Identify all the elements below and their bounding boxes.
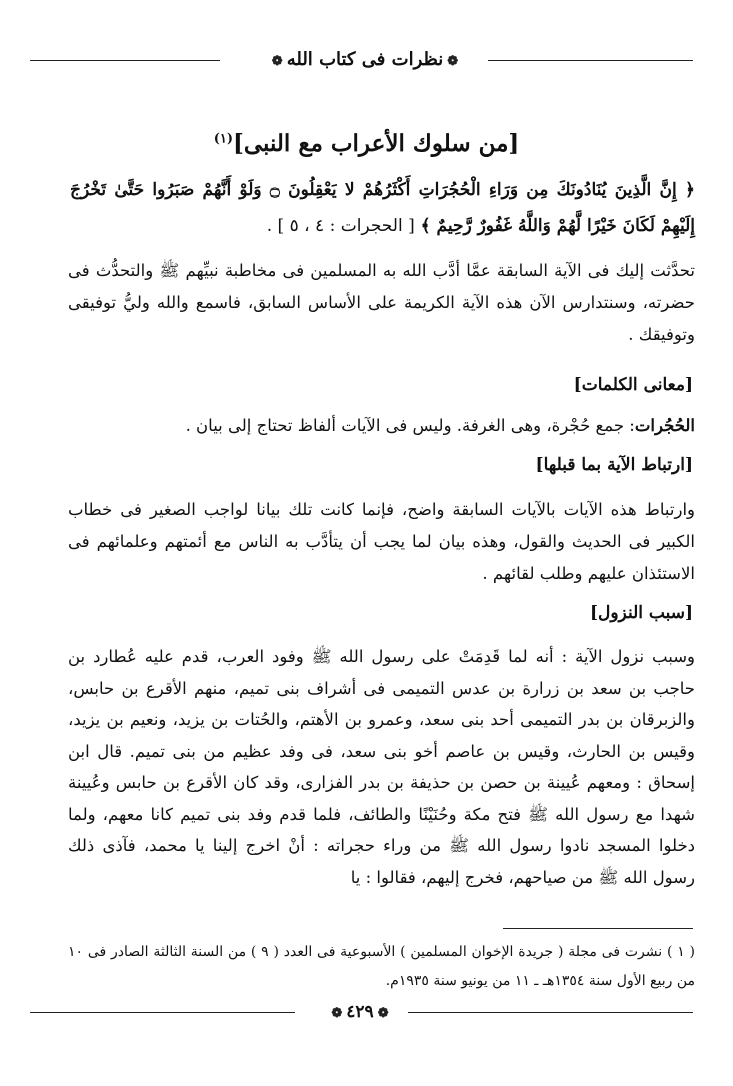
header-ornament-left-icon: ❁ [271,54,283,69]
meanings-term: الحُجُرات [634,416,695,435]
footer-ornament-left-icon: ❁ [331,1006,343,1021]
meanings-definition: : جمع حُجْرة، وهى الغرفة. وليس فى الآيات ألفاظ تحتاج إلى بيان . [185,416,635,435]
meanings-heading: [معانى الكلمات] [573,375,693,395]
running-header [30,48,693,72]
link-paragraph: وارتباط هذه الآيات بالآيات السابقة واضح، فإنما كانت تلك بيانا لواجب الصغير فى خطاب الكبير فى الحديث والقول، وهذه بيان لما يجب أن يتأدَّب به الناس مع أئمتهم وعلمائهم فى الاستئذان عليهم وطلب لقائهم . [68,500,695,583]
intro-paragraph: تحدَّثت إليك فى الآية السابقة عمَّا أدَّب الله به المسلمين فى مخاطبة نبيِّهم ﷺ والتحدُّث فى حضرته، وسنتدارس الآن هذه الآية الكريمة على الأساس السابق، فاسمع والله وليُّ توفيقى وتوفيقك . [68,261,695,344]
verse-text: ﴿ إِنَّ الَّذِينَ يُنَادُونَكَ مِن وَرَاءِ الْحُجُرَاتِ أَكْثَرُهُمْ لا يَعْقِلُونَ ۝ وَلَوْ أَنَّهُمْ صَبَرُوا حَتَّىٰ تَخْرُجَ إِلَيْهِمْ لَكَانَ خَيْرًا لَّهُمْ وَاللَّهُ غَفُورٌ رَّحِيمٌ ﴾ [70,180,695,236]
header-ornament-right-icon: ❁ [447,54,459,69]
cause-heading: [سبب النزول] [589,603,693,623]
cause-paragraph: وسبب نزول الآية : أنه لما قَدِمَتْ على رسول الله ﷺ وفود العرب، قدم عليه عُطارد بن حاجب بن سعد بن زرارة بن عدس التميمى فى أشراف بنى تميم، منهم الأقرع بن حابس، والزبرقان بن بدر التميمى أحد بنى سعد، وعمرو بن الأهتم، والحُتات بن يزيد، ونعيم بن يزيد، وقيس بن الحارث، وقيس بن عاصم أخو بنى سعد، فى وفد عظيم من بنى تميم. قال ابن إسحاق : ومعهم عُيينة بن حصن بن حذيفة بن بدر الفزارى، وقد كان الأقرع بن حابس وعُيينة شهدا مع رسول الله ﷺ فتح مكة وحُنَيْنًا والطائف، فلما قدم وفد بنى تميم كانا معهم، ولما دخلوا المسجد نادوا رسول الله ﷺ من وراء حجراته : أنْ اخرج إلينا يا محمد، فآذى ذلك رسول الله ﷺ من صياحهم، فخرج إليهم، فقالوا : يا [68,647,695,887]
link-heading: [ارتباط الآية بما قبلها] [535,455,693,475]
page-number-group [305,1000,415,1026]
header-rule-left [30,60,220,61]
footnote: ( ١ ) نشرت فى مجلة ( جريدة الإخوان المسلمين ) الأسبوعية فى العدد ( ٩ ) من السنة الثالثة الصادر فى ١٠ من ربيع الأول سنة ١٣٥٤هـ ـ ١١ من يونيو سنة ١٩٣٥م. [68,944,695,989]
section-title [60,130,673,157]
quran-verse [70,172,695,244]
footer-rule-right [408,1012,693,1013]
section-title-text: [من سلوك الأعراب مع النبى] [232,130,520,157]
header-title-group [245,48,485,74]
header-title: نظرات فى كتاب الله [286,49,444,70]
footnote-divider [503,928,693,929]
footnote-marker: (١) [213,131,233,147]
footer-rule-left [30,1012,295,1013]
page-footer [30,1000,693,1024]
header-rule-right [488,60,693,61]
meanings-paragraph [68,410,695,442]
page-number: ٤٢٩ [346,1002,374,1022]
verse-reference: [ الحجرات : ٤ ، ٥ ] . [266,216,415,236]
footer-ornament-right-icon: ❁ [377,1006,389,1021]
